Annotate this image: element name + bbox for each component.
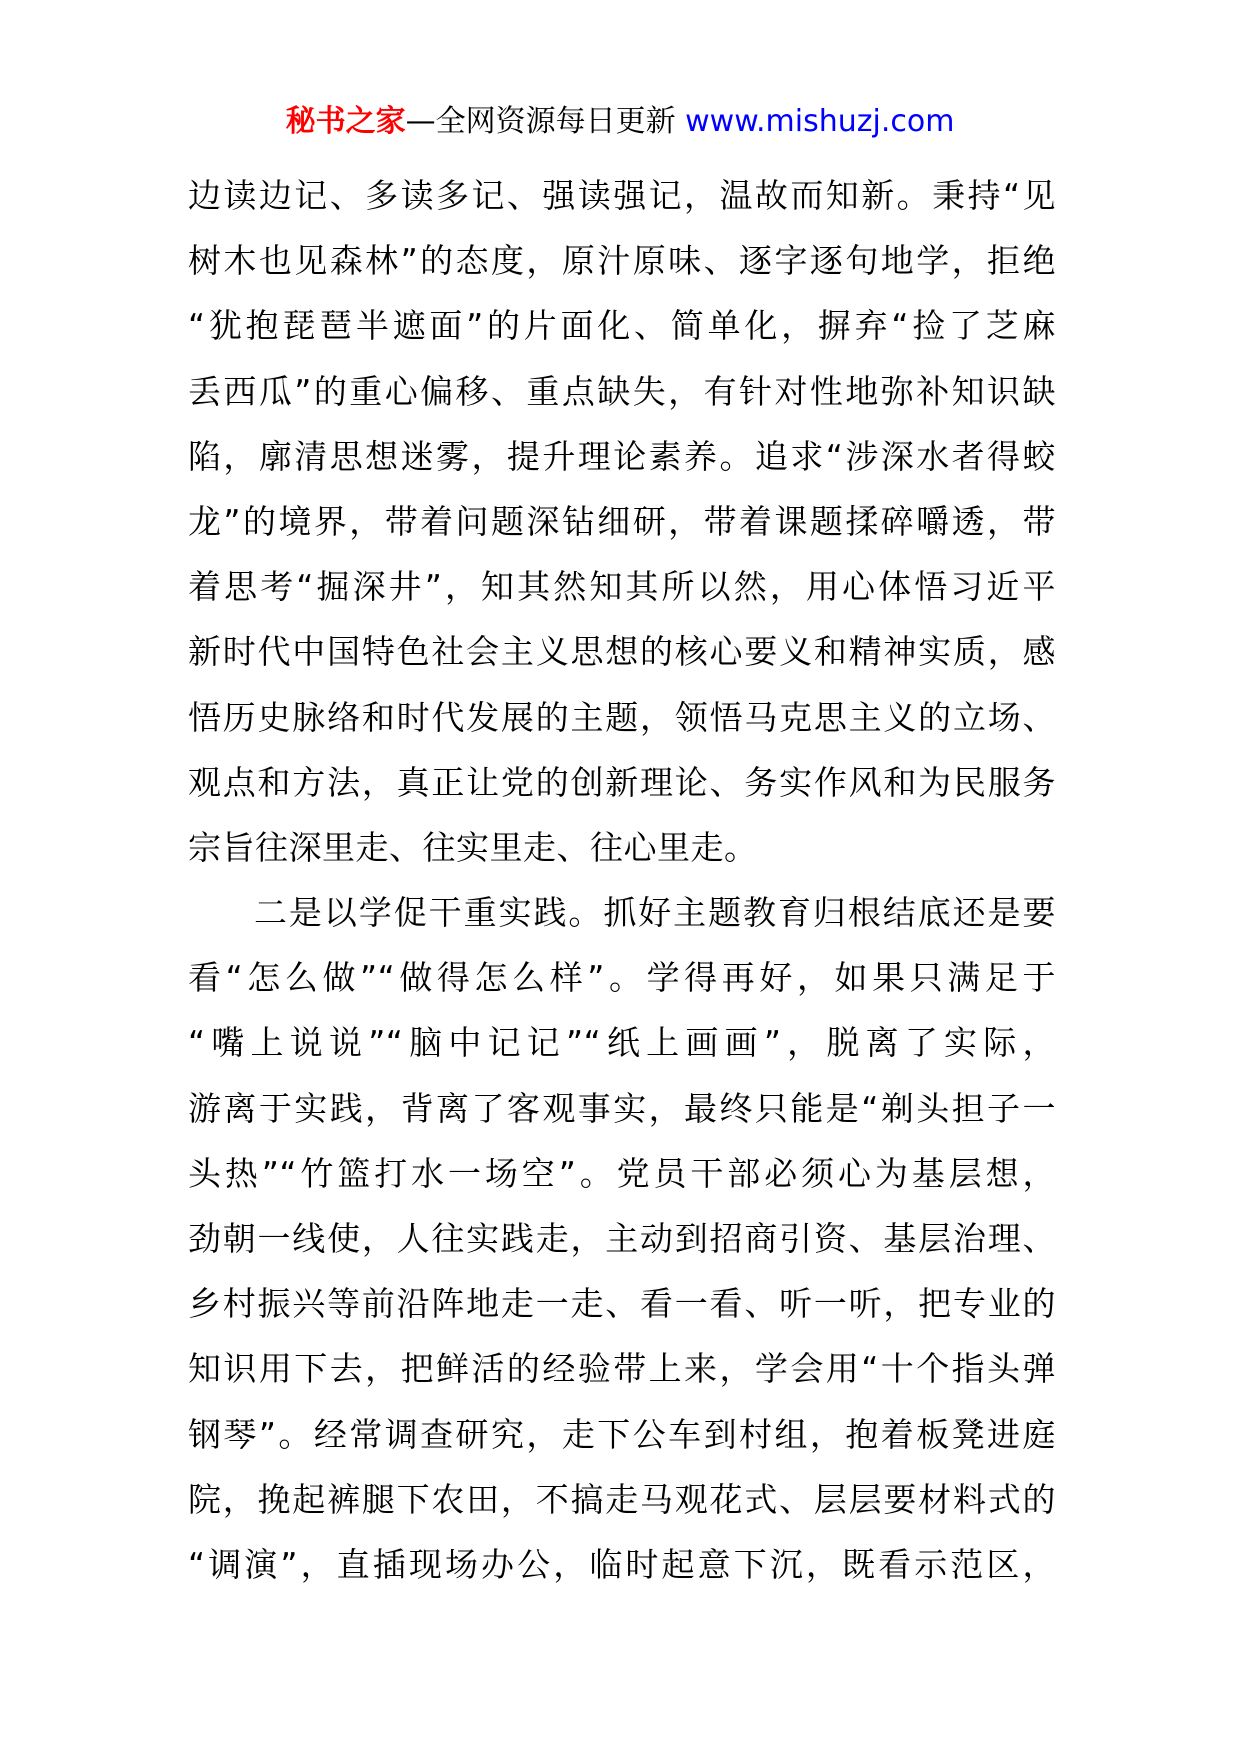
site-tagline: —全网资源每日更新 bbox=[405, 104, 686, 139]
paragraph-last-line: 宗旨往深里走、往实里走、往心里走。 bbox=[188, 827, 758, 867]
text-line: “嘴上说说”“脑中记记”“纸上画画”，脱离了实际， bbox=[188, 1023, 1056, 1063]
text-line: 知识用下去，把鲜活的经验带上来，学会用“十个指头弹 bbox=[188, 1349, 1056, 1389]
text-line: 钢琴”。经常调查研究，走下公车到村组，抱着板凳进庭 bbox=[188, 1414, 1056, 1454]
text-line: 着思考“掘深井”，知其然知其所以然，用心体悟习近平 bbox=[188, 567, 1056, 607]
text-line: 乡村振兴等前沿阵地走一走、看一看、听一听，把专业的 bbox=[188, 1284, 1056, 1324]
paragraph-first-line: 二是以学促干重实践。抓好主题教育归根结底还是要 bbox=[254, 893, 1056, 933]
text-line: 头热”“竹篮打水一场空”。党员干部必须心为基层想， bbox=[188, 1153, 1056, 1193]
text-line: 悟历史脉络和时代发展的主题，领悟马克思主义的立场、 bbox=[188, 697, 1056, 737]
text-line: 劲朝一线使，人往实践走，主动到招商引资、基层治理、 bbox=[188, 1219, 1056, 1258]
site-name: 秘书之家 bbox=[285, 104, 406, 139]
text-line: 新时代中国特色社会主义思想的核心要义和精神实质，感 bbox=[188, 632, 1056, 672]
text-line: “犹抱琵琶半遮面”的片面化、简单化，摒弃“捡了芝麻 bbox=[188, 306, 1056, 346]
text-line: 院，挽起裤腿下农田，不搞走马观花式、层层要材料式的 bbox=[188, 1479, 1056, 1519]
document-body bbox=[188, 163, 1056, 1597]
text-line: 龙”的境界，带着问题深钻细研，带着课题揉碎嚼透，带 bbox=[188, 501, 1056, 541]
text-line: 游离于实践，背离了客观事实，最终只能是“剃头担子一 bbox=[188, 1088, 1056, 1128]
text-line: 陷，廓清思想迷雾，提升理论素养。追求“涉深水者得蛟 bbox=[188, 436, 1056, 476]
text-line: 看“怎么做”“做得怎么样”。学得再好，如果只满足于 bbox=[188, 958, 1056, 998]
text-line: 观点和方法，真正让党的创新理论、务实作风和为民服务 bbox=[188, 762, 1056, 802]
site-url-link[interactable]: www.mishuzj.com bbox=[685, 104, 955, 139]
text-line: 边读边记、多读多记、强读强记，温故而知新。秉持“见 bbox=[188, 176, 1056, 215]
text-line: “调演”，直插现场办公，临时起意下沉，既看示范区， bbox=[188, 1544, 1056, 1584]
page-header bbox=[0, 100, 1240, 144]
text-line: 丢西瓜”的重心偏移、重点缺失，有针对性地弥补知识缺 bbox=[188, 371, 1056, 411]
text-line: 树木也见森林”的态度，原汁原味、逐字逐句地学，拒绝 bbox=[188, 241, 1056, 281]
